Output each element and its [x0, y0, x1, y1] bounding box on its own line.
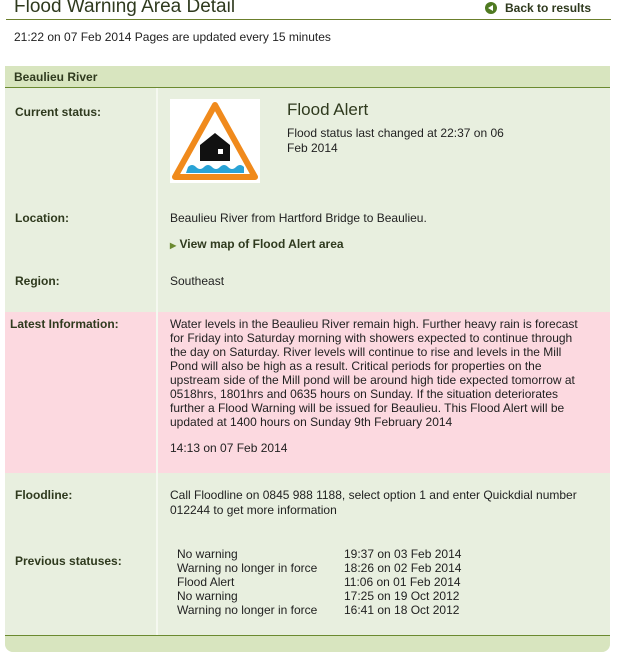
latest-info-label: Latest Information:: [10, 317, 119, 331]
previous-status-time: 16:41 on 18 Oct 2012: [344, 603, 460, 617]
previous-status: Flood Alert: [177, 575, 235, 589]
view-map-label: View map of Flood Alert area: [179, 237, 344, 251]
latest-info-time: 14:13 on 07 Feb 2014: [170, 441, 288, 455]
location-value: Beaulieu River from Hartford Bridge to Beaulieu.: [170, 211, 427, 225]
previous-status-row: [177, 589, 461, 603]
previous-status-time: 19:37 on 03 Feb 2014: [344, 547, 462, 561]
back-label: Back to results: [505, 1, 592, 15]
view-map-link[interactable]: [170, 237, 344, 251]
previous-status: Warning no longer in force: [177, 561, 318, 575]
previous-status: No warning: [177, 547, 238, 561]
location-label: Location:: [15, 211, 69, 225]
status-changed: Flood status last changed at 22:37 on 06 Feb 2014: [287, 126, 504, 155]
previous-status-time: 11:06 on 01 Feb 2014: [344, 575, 461, 589]
area-name: Beaulieu River: [5, 66, 610, 88]
floodline-text: Call Floodline on 0845 988 1188, select option 1 and enter Quickdial number 012244 to get more information: [170, 488, 577, 517]
previous-status-row: [177, 603, 461, 617]
previous-status: Warning no longer in force: [177, 603, 318, 617]
current-status-label: Current status:: [15, 105, 102, 119]
region-value: Southeast: [170, 274, 225, 288]
previous-statuses-table: [177, 547, 461, 617]
latest-info-text: Water levels in the Beaulieu River remain high. Further heavy rain is forecast for Friday into Saturday morning with showers expected to continue through the day on Saturday. River levels will continue to rise and levels in the Mill Pond will also be high as a result. Critical periods for properties on the upstream side of the Mill pond will be around high tide expected tomorrow at 0518hrs, 1801hrs and 0635 hours on Sunday. If the situation deteriorates further a Flood Warning will be issued for Beaulieu. This Flood Alert will be updated at 1400 hours on Sunday 9th February 2014: [170, 317, 578, 429]
column-divider: [156, 88, 158, 636]
divider: [6, 19, 611, 20]
page-title: Flood Warning Area Detail: [14, 0, 236, 17]
flood-alert-icon: [170, 99, 260, 183]
previous-status-row: [177, 561, 461, 575]
back-arrow-icon: [485, 2, 497, 14]
status-title: Flood Alert: [287, 100, 369, 119]
back-to-results-link[interactable]: [485, 1, 591, 15]
previous-status: No warning: [177, 589, 238, 603]
flood-area-panel: [5, 66, 610, 652]
updated-text: 21:22 on 07 Feb 2014 Pages are updated every 15 minutes: [14, 30, 331, 44]
previous-status-row: [177, 547, 461, 561]
previous-status-time: 17:25 on 19 Oct 2012: [344, 589, 460, 603]
previous-status-row: [177, 575, 461, 589]
triangle-right-icon: ▶: [170, 241, 177, 250]
floodline-label: Floodline:: [15, 488, 73, 502]
previous-statuses-label: Previous statuses:: [15, 554, 122, 568]
panel-footer: [5, 635, 610, 652]
region-label: Region:: [15, 274, 60, 288]
previous-status-time: 18:26 on 02 Feb 2014: [344, 561, 462, 575]
